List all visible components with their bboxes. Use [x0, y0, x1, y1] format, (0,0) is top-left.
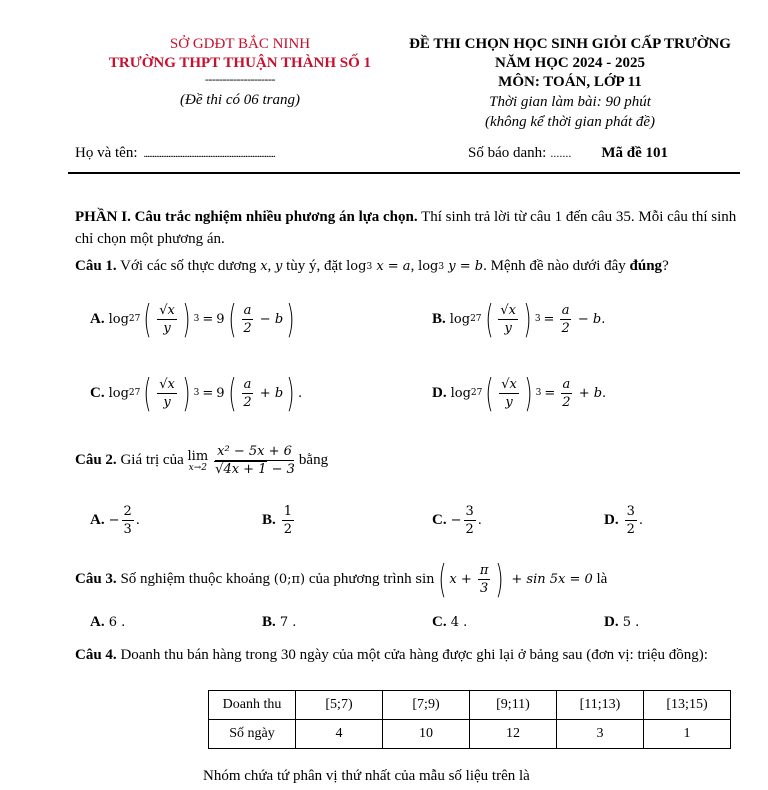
- table-cell: Doanh thu: [209, 691, 296, 720]
- table-cell: 12: [470, 720, 557, 749]
- q2d-dot: .: [638, 513, 644, 528]
- q2-opt-b-label: B.: [262, 512, 276, 528]
- q2-stem: [75, 443, 328, 478]
- q1-cond-2: y = b: [444, 259, 484, 274]
- q2-lim-sub: x→2: [188, 462, 207, 473]
- q2a-dot: .: [135, 513, 140, 528]
- q1-opt-c-label: C.: [90, 384, 105, 401]
- q1a-base: 27: [128, 314, 141, 324]
- q2-option-d[interactable]: [604, 503, 643, 538]
- q2-opt-a-label: A.: [90, 512, 105, 528]
- q1d-base: 27: [470, 388, 483, 398]
- q3-x-plus: x +: [449, 571, 476, 587]
- q3-tail: là: [592, 570, 608, 587]
- q2c-den: 2: [465, 522, 474, 537]
- q3-text2: của phương trình: [305, 570, 416, 587]
- name-dots: ...........................................................................: [143, 147, 275, 160]
- id-label: Số báo danh:: [468, 145, 547, 161]
- q2-option-c[interactable]: [432, 503, 482, 538]
- q4-text: Doanh thu bán hàng trong 30 ngày của một cửa hàng được ghi lại ở bảng sau (đơn vị: triệu đồng):: [116, 647, 708, 663]
- q1c-nine: 9: [216, 385, 225, 401]
- table-cell: [5;7): [296, 691, 383, 720]
- q2c-num: 3: [465, 504, 474, 519]
- q1-base-2: 3: [438, 261, 445, 272]
- table-row: [209, 691, 731, 720]
- q1-label: Câu 1.: [75, 258, 117, 274]
- q2-option-a[interactable]: [90, 503, 140, 538]
- q1b-a: a: [561, 302, 570, 318]
- q3-option-b[interactable]: [262, 614, 296, 631]
- part1-instructions: [75, 206, 740, 250]
- name-label: Họ và tên:: [75, 145, 138, 161]
- q3-option-a[interactable]: [90, 614, 125, 631]
- q1-text-a: Với các số thực dương: [116, 258, 261, 274]
- table-cell: 10: [383, 720, 470, 749]
- q2-option-b[interactable]: [262, 503, 296, 538]
- q1d-a: a: [562, 376, 571, 392]
- q1d-den: y: [505, 394, 513, 410]
- q1d-two: 2: [562, 394, 571, 410]
- q2b-den: 2: [283, 522, 293, 537]
- table-cell: Số ngày: [209, 720, 296, 749]
- table-cell: [13;15): [644, 691, 731, 720]
- q1a-minus-b: − b: [255, 311, 284, 327]
- q1c-plus-b: + b: [255, 385, 284, 401]
- q1-option-a[interactable]: A. log 27 ( $\frac{√x}{y}$ ) 3 = 9 ( $\frac{a}{2}$ − b ): [90, 297, 295, 341]
- q2c-sign: −: [450, 513, 462, 528]
- q1c-two: 2: [243, 394, 252, 410]
- subject: MÔN: TOÁN, LỚP 11: [498, 74, 642, 90]
- exam-code: Mã đề 101: [601, 145, 668, 161]
- school-name: TRƯỜNG THPT THUẬN THÀNH SỐ 1: [108, 55, 372, 71]
- q1d-exp: 3: [535, 388, 542, 398]
- table-row: [209, 720, 731, 749]
- q1-bold-word: đúng: [629, 258, 663, 274]
- q1a-two: 2: [243, 320, 252, 336]
- q2c-dot: .: [477, 513, 482, 528]
- q2b-num: 1: [283, 504, 293, 519]
- q2a-den: 3: [123, 522, 132, 537]
- q2-text: Giá trị của: [116, 452, 188, 468]
- q1-stem: Câu 1. Với các số thực dương x , y tùy ý, đặt log 3 x = a , log 3 y = b . Mệnh đề nào dưới đây đúng ?: [75, 258, 669, 274]
- q1a-num: √x: [159, 302, 175, 318]
- q2-tail: bằng: [298, 452, 329, 468]
- q1c-eq: =: [202, 385, 214, 401]
- q4-label: Câu 4.: [75, 647, 117, 663]
- q1-comma: ,: [267, 258, 276, 274]
- q3-interval: (0;π): [273, 571, 306, 587]
- id-dots: .......: [550, 146, 572, 160]
- exam-duration: Thời gian làm bài: 90 phút: [489, 94, 651, 110]
- q1c-num: √x: [159, 376, 175, 392]
- part1-title: PHẦN I. Câu trắc nghiệm nhiều phương án lựa chọn.: [75, 209, 418, 225]
- q1d-dot: .: [602, 385, 607, 401]
- q3b-val: 7 .: [275, 615, 297, 630]
- q3-option-c[interactable]: [432, 614, 467, 631]
- table-cell: 1: [644, 720, 731, 749]
- q1b-base: 27: [470, 314, 482, 324]
- q1d-log: log: [450, 385, 471, 401]
- q3-sin: sin: [415, 571, 435, 587]
- q1d-num: √x: [501, 376, 517, 392]
- school-department: SỞ GDĐT BẮC NINH: [169, 36, 311, 52]
- q3-label: Câu 3.: [75, 570, 117, 587]
- part1-text: Thí sinh trả lời từ câu 1 đến câu 35. Mỗi câu thí sinh chỉ chọn một phương án.: [75, 209, 737, 247]
- q1-option-d[interactable]: D. log 27 ( $\frac{√x}{y}$ ) 3 = $\frac{a}{2}$ + b .: [432, 371, 607, 415]
- table-cell: 4: [296, 720, 383, 749]
- q2-den-root: √4x + 1: [215, 462, 267, 477]
- q1-base-1: 3: [366, 261, 373, 272]
- q1c-exp: 3: [193, 388, 200, 398]
- q1a-nine: 9: [216, 311, 225, 327]
- q1-opt-d-label: D.: [432, 384, 447, 401]
- q1b-minus-b: − b: [573, 311, 602, 327]
- q4-question: Nhóm chứa tứ phân vị thứ nhất của mẫu số liệu trên là: [203, 768, 530, 784]
- q2-numerator: x² − 5x + 6: [217, 444, 292, 459]
- q2-opt-c-label: C.: [432, 512, 447, 528]
- revenue-table: [208, 690, 731, 749]
- q1-text-b: tùy ý, đặt: [282, 258, 347, 274]
- q2d-den: 2: [626, 522, 635, 537]
- q1b-two: 2: [561, 320, 570, 336]
- table-cell: 3: [557, 720, 644, 749]
- q1c-a: a: [243, 376, 252, 392]
- q1-text-c: . Mệnh đề nào dưới đây: [483, 258, 630, 274]
- q2d-num: 3: [626, 504, 635, 519]
- table-cell: [7;9): [383, 691, 470, 720]
- q1-option-b[interactable]: B. log 27 ( $\frac{√x}{y}$ ) 3 = $\frac{a}{2}$ − b .: [432, 297, 606, 341]
- q1a-log: log: [108, 311, 129, 327]
- q3c-val: 4 .: [446, 615, 468, 630]
- q1a-a: a: [243, 302, 252, 318]
- q3d-val: 5 .: [618, 615, 640, 630]
- student-name-line: [75, 145, 275, 162]
- q1-var-x: x: [260, 259, 268, 274]
- q3-option-d[interactable]: [604, 614, 639, 631]
- student-id-line: [468, 145, 668, 162]
- q3-tail-eq: + sin 5x = 0: [507, 571, 593, 587]
- header-dashes: --------------------: [205, 72, 275, 86]
- q1-log-2: log: [418, 259, 439, 274]
- q1b-dot: .: [601, 311, 606, 327]
- q2-den-tail: − 3: [267, 462, 295, 477]
- q1c-base: 27: [128, 388, 141, 398]
- q1c-den: y: [163, 394, 171, 410]
- q1a-eq: =: [202, 311, 214, 327]
- q3a-val: 6 .: [104, 615, 126, 630]
- q3-opt-b-label: B.: [262, 614, 276, 630]
- q1b-num: √x: [500, 302, 516, 318]
- q1a-den: y: [163, 320, 171, 336]
- q2a-sign: −: [108, 513, 120, 528]
- q1b-exp: 3: [534, 314, 541, 324]
- q2-opt-d-label: D.: [604, 512, 619, 528]
- q2a-num: 2: [123, 504, 132, 519]
- q3-pi: π: [479, 562, 489, 578]
- q1-var-y: y: [275, 259, 283, 274]
- q2-lim-word: lim: [187, 448, 209, 464]
- q3-opt-d-label: D.: [604, 614, 619, 630]
- q1d-eq: =: [544, 385, 556, 401]
- q2-lim: [188, 449, 209, 473]
- table-cell: [9;11): [470, 691, 557, 720]
- duration-note: (không kể thời gian phát đề): [484, 114, 656, 130]
- q3-opt-c-label: C.: [432, 614, 447, 630]
- q1b-eq: =: [543, 311, 555, 327]
- header-divider: [68, 172, 740, 174]
- q1a-exp: 3: [193, 314, 200, 324]
- school-year: NĂM HỌC 2024 - 2025: [495, 55, 645, 71]
- q1-log-1: log: [346, 259, 367, 274]
- q1-opt-a-label: A.: [90, 310, 105, 327]
- q4-stem: [75, 646, 740, 665]
- q3-stem: Câu 3. Số nghiệm thuộc khoảng (0;π) của phương trình sin ( x + $\frac{\pi}{3}$ ) + sin 5x = 0 là: [75, 557, 608, 601]
- exam-title: ĐỀ THI CHỌN HỌC SINH GIỎI CẤP TRƯỜNG: [409, 36, 731, 52]
- q3-text: Số nghiệm thuộc khoảng: [116, 570, 274, 587]
- q1-option-c[interactable]: C. log 27 ( $\frac{√x}{y}$ ) 3 = 9 ( $\frac{a}{2}$ + b ) .: [90, 371, 303, 415]
- q1b-log: log: [449, 311, 471, 327]
- page-count: (Đề thi có 06 trang): [180, 92, 300, 108]
- q1d-plus-b: + b: [574, 385, 603, 401]
- q1c-log: log: [108, 385, 129, 401]
- q1-cond-1: x = a: [372, 259, 411, 274]
- table-cell: [11;13): [557, 691, 644, 720]
- q3-opt-a-label: A.: [90, 614, 105, 630]
- q3-three: 3: [479, 580, 489, 596]
- q2-label: Câu 2.: [75, 452, 117, 468]
- q1-opt-b-label: B.: [432, 310, 446, 327]
- q1-qmark: ?: [662, 258, 669, 274]
- q1c-dot: .: [297, 385, 303, 401]
- q1b-den: y: [504, 320, 512, 336]
